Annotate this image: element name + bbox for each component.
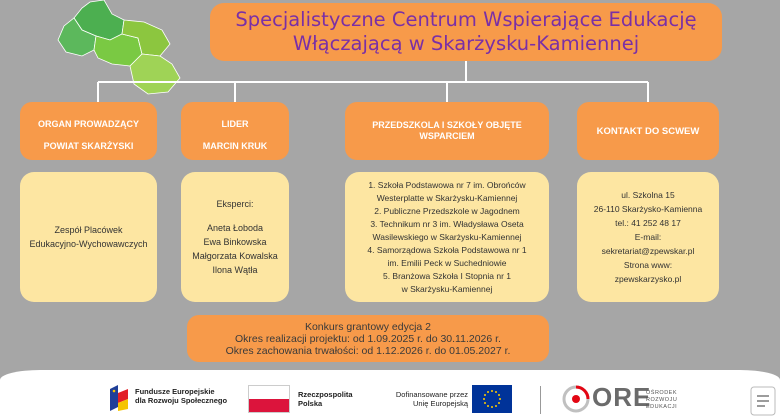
title-line-1: Specjalistyczne Centrum Wspierające Edukację	[235, 8, 697, 31]
contact-city: 26-110 Skarżysko-Kamienna	[593, 204, 703, 214]
contact-email-link[interactable]: sekretariat@zpewskar.pl	[601, 246, 695, 256]
head-schools-line-1: PRZEDSZKOLA I SZKOŁY OBJĘTE	[372, 120, 522, 130]
head-schools-line-2: WSPARCIEM	[419, 131, 475, 141]
card-schools-line: Wasilewskiego w Skarżysku-Kamiennej	[372, 231, 522, 242]
card-lider-line: Eksperci:	[216, 199, 254, 209]
card-organ-line: Zespół Placówek	[54, 225, 123, 235]
card-schools-line: 3. Technikum nr 3 im. Władysława Oseta	[370, 218, 524, 229]
ore-logo-line-2: ROZWOJU	[646, 397, 678, 403]
card-schools	[345, 172, 549, 302]
head-organ-line-1: ORGAN PROWADZĄCY	[38, 119, 139, 129]
grant-realization-period: Okres realizacji projektu: od 1.09.2025 r. do 30.11.2026 r.	[235, 332, 501, 345]
fe-logo-line-2: dla Rozwoju Społecznego	[135, 396, 228, 405]
contact-address: ul. Szkolna 15	[621, 190, 675, 200]
eu-flag-icon	[472, 385, 512, 413]
card-lider	[181, 172, 289, 302]
card-schools-line: 4. Samorządowa Szkoła Podstawowa nr 1	[367, 244, 527, 255]
pl-logo-line-2: Polska	[298, 399, 323, 408]
head-schools	[345, 102, 549, 160]
head-contact-line-1: KONTAKT DO SCWEW	[596, 125, 700, 137]
card-organ-line: Edukacyjno-Wychowawczych	[29, 239, 148, 249]
card-organ	[20, 172, 157, 302]
card-schools-line: Westerplatte w Skarżysku-Kamiennej	[376, 192, 518, 203]
card-schools-line: 2. Publiczne Przedszkole w Jagodnem	[374, 205, 520, 216]
ore-logo-line-1: OŚRODEK	[646, 390, 678, 396]
ore-logo-text	[646, 390, 677, 411]
eu-logo-line-1: Dofinansowane przez	[395, 390, 468, 399]
ore-logo-word: ORE	[592, 382, 652, 412]
card-lider-line: Małgorzata Kowalska	[192, 251, 278, 261]
card-schools-line: 1. Szkoła Podstawowa nr 7 im. Obrońców	[368, 179, 526, 190]
contact-www-label: Strona www:	[623, 260, 673, 270]
fe-logo-icon	[106, 383, 132, 413]
grant-box	[187, 315, 549, 362]
card-contact	[577, 172, 719, 302]
pl-flag-icon	[248, 385, 290, 413]
head-lider-line-1: LIDER	[221, 119, 249, 129]
card-schools-line: im. Emilii Peck w Suchedniowie	[387, 257, 507, 268]
card-lider-line: Ilona Wątła	[212, 265, 258, 275]
eu-logo-text	[388, 390, 468, 408]
document-corner-icon	[750, 386, 776, 416]
card-schools-line: 5. Branżowa Szkoła I Stopnia nr 1	[382, 270, 512, 281]
ore-swirl-icon	[562, 385, 590, 413]
footer-separator	[540, 386, 541, 414]
head-lider	[181, 102, 289, 160]
contact-email-label: E-mail:	[634, 232, 662, 242]
head-organ-line-2: POWIAT SKARŻYSKI	[43, 141, 134, 151]
grant-edition: Konkurs grantowy edycja 2	[304, 320, 432, 333]
fe-logo-text	[135, 387, 227, 405]
head-lider-line-2: MARCIN KRUK	[202, 141, 268, 151]
eu-logo-line-2: Unię Europejską	[412, 399, 468, 408]
head-contact	[577, 102, 719, 160]
grant-durability-period: Okres zachowania trwałości: od 1.12.2026 r. do 01.05.2027 r.	[225, 344, 511, 357]
card-lider-line: Ewa Binkowska	[203, 237, 267, 247]
contact-www-link[interactable]: zpewskarzysko.pl	[614, 274, 682, 284]
fe-logo-line-1: Fundusze Europejskie	[135, 387, 215, 396]
pl-logo-line-1: Rzeczpospolita	[298, 390, 353, 399]
card-lider-line: Aneta Łoboda	[206, 223, 264, 233]
ore-logo-line-3: EDUKACJI	[646, 404, 678, 410]
card-schools-line: w Skarżysku-Kamiennej	[401, 283, 493, 294]
title-line-2: Włączającą w Skarżysku-Kamiennej	[292, 32, 640, 55]
head-organ	[20, 102, 157, 160]
contact-phone: tel.: 41 252 48 17	[615, 218, 681, 228]
pl-logo-text	[298, 390, 353, 408]
